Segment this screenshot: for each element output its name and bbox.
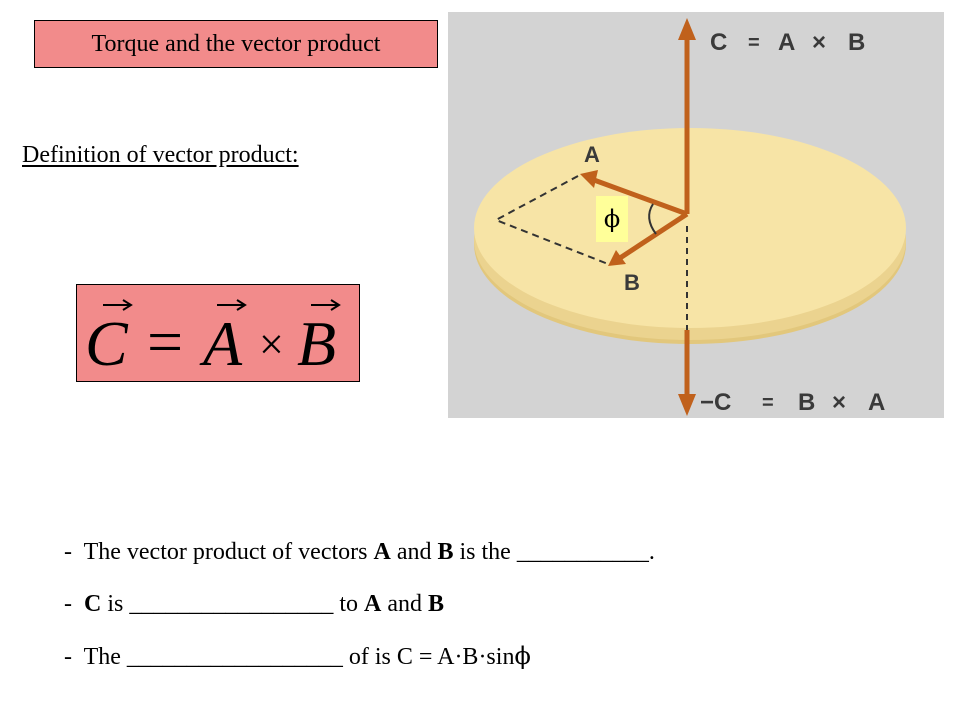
- formula-term1: A: [203, 308, 243, 379]
- top-label-c: C: [710, 29, 728, 56]
- bullet-bold: A: [373, 539, 391, 565]
- formula-eq: =: [147, 306, 184, 377]
- top-label-a: A: [778, 29, 796, 56]
- bullet-text: The vector product of vectors: [83, 539, 368, 565]
- formula-box: [76, 284, 360, 382]
- angle-phi-label: ϕ: [596, 196, 628, 242]
- formula-svg: [77, 285, 361, 383]
- bullet-bold: B: [428, 591, 445, 617]
- vector-neg-c-arrowhead: [678, 394, 696, 416]
- vector-a-label: A: [584, 142, 600, 167]
- bullet-list: [64, 526, 655, 683]
- bottom-label-neg-c: −C: [700, 389, 732, 416]
- bottom-label-eq: =: [762, 392, 774, 414]
- formula-op: ×: [259, 320, 284, 369]
- bottom-label-x: ×: [832, 389, 847, 416]
- bullet-text: is _________________ to: [107, 591, 359, 617]
- bullet-text: The __________________ of is C = A·B·sin: [83, 644, 515, 670]
- bullet-item-3: [64, 630, 655, 683]
- top-label-b: B: [848, 29, 866, 56]
- top-label-eq: =: [748, 32, 760, 54]
- figure-svg: [448, 12, 944, 418]
- formula-lhs: C: [85, 308, 128, 379]
- definition-heading: Definition of vector product:: [22, 142, 299, 168]
- bottom-label-a: A: [868, 389, 886, 416]
- bullet-text: is the ___________.: [459, 539, 655, 565]
- bullet-bold: C: [84, 591, 102, 617]
- slide-title: [34, 20, 438, 68]
- phi-symbol: ϕ: [514, 642, 531, 670]
- cross-product-figure: [448, 12, 944, 418]
- slide-title-text: Torque and the vector product: [91, 30, 381, 57]
- bullet-dash: -: [64, 644, 72, 670]
- vector-c-arrowhead: [678, 18, 696, 40]
- bullet-bold: B: [437, 539, 454, 565]
- bottom-label-b: B: [798, 389, 816, 416]
- bullet-item-2: [64, 578, 655, 630]
- bullet-bold: A: [364, 591, 382, 617]
- bullet-dash: -: [64, 591, 72, 617]
- vector-b-label: B: [624, 270, 640, 295]
- disk-top: [474, 128, 906, 328]
- bullet-item-1: [64, 526, 655, 578]
- bullet-text: and: [396, 539, 432, 565]
- top-label-x: ×: [812, 29, 827, 56]
- bullet-dash: -: [64, 539, 72, 565]
- bullet-text: and: [387, 591, 423, 617]
- formula-term2: B: [297, 308, 337, 379]
